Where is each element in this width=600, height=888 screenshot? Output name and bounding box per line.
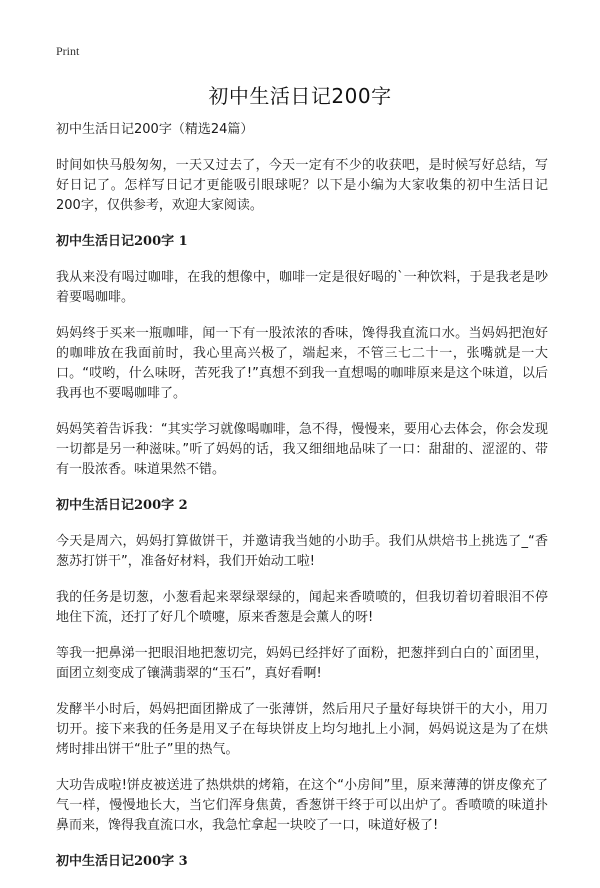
paragraph: 我从来没有喝过咖啡，在我的想像中，咖啡一定是很好喝的`一种饮料，于是我老是吵着要喝咖啡。 — [56, 270, 548, 305]
paragraph: 发酵半小时后，妈妈把面团擀成了一张薄饼，然后用尺子量好每块饼干的大小，用刀切开。接下来我的任务是用叉子在每块饼皮上均匀地扎上小洞，妈妈说这是为了在烘烤时排出饼干“肚子”里的热气。 — [56, 702, 548, 757]
section-3 — [56, 852, 548, 872]
paragraph: 我的任务是切葱，小葱看起来翠绿翠绿的，闻起来香喷喷的，但我切着切着眼泪不停地住下流，还打了好几个喷嚏，原来香葱是会薰人的呀! — [56, 590, 548, 625]
section-2 — [56, 496, 548, 836]
section-heading: 初中生活日记200字 3 — [56, 854, 188, 869]
section-1 — [56, 232, 548, 480]
article-body — [56, 120, 548, 888]
intro-paragraph: 时间如快马般匆匆，一天又过去了，今天一定有不少的收获吧，是时候写好总结，写好日记了。怎样写日记才更能吸引眼球呢？以下是小编为大家收集的初中生活日记200字，仅供参考，欢迎大家阅读。 — [56, 158, 548, 213]
paragraph: 妈妈笑着告诉我：“其实学习就像喝咖啡，急不得，慢慢来，要用心去体会，你会发现一切都是另一种滋味。”听了妈妈的话，我又细细地品味了一口：甜甜的、涩涩的、带有一股浓香。味道果然不错。 — [56, 422, 548, 477]
paragraph: 今天是周六，妈妈打算做饼干，并邀请我当她的小助手。我们从烘焙书上挑选了_“香葱苏打饼干”，准备好材料，我们开始动工啦! — [56, 534, 548, 569]
subtitle: 初中生活日记200字（精选24篇） — [56, 122, 254, 137]
print-link[interactable]: Print — [56, 44, 80, 58]
paragraph: 等我一把鼻涕一把眼泪地把葱切完，妈妈已经拌好了面粉，把葱拌到白白的`面团里，面团立刻变成了镶满翡翠的“玉石”，真好看啊! — [56, 646, 548, 681]
section-heading: 初中生活日记200字 1 — [56, 234, 188, 249]
page-title: 初中生活日记200字 — [208, 84, 392, 108]
paragraph: 大功告成啦!饼皮被送进了热烘烘的烤箱，在这个“小房间”里，原来薄薄的饼皮像充了气一样，慢慢地长大，当它们浑身焦黄，香葱饼干终于可以出炉了。香喷喷的味道扑鼻而来，馋得我直流口水，我急忙拿起一块咬了一口，味道好极了! — [56, 778, 548, 833]
section-heading: 初中生活日记200字 2 — [56, 498, 188, 513]
paragraph: 妈妈终于买来一瓶咖啡，闻一下有一股浓浓的香味，馋得我直流口水。当妈妈把泡好的咖啡放在我面前时，我心里高兴极了，端起来，不管三七二十一，张嘴就是一大口。“哎哟，什么味呀，苦死我了!”真想不到我一直想喝的咖啡原来是这个味道，以后我再也不要喝咖啡了。 — [56, 326, 548, 401]
